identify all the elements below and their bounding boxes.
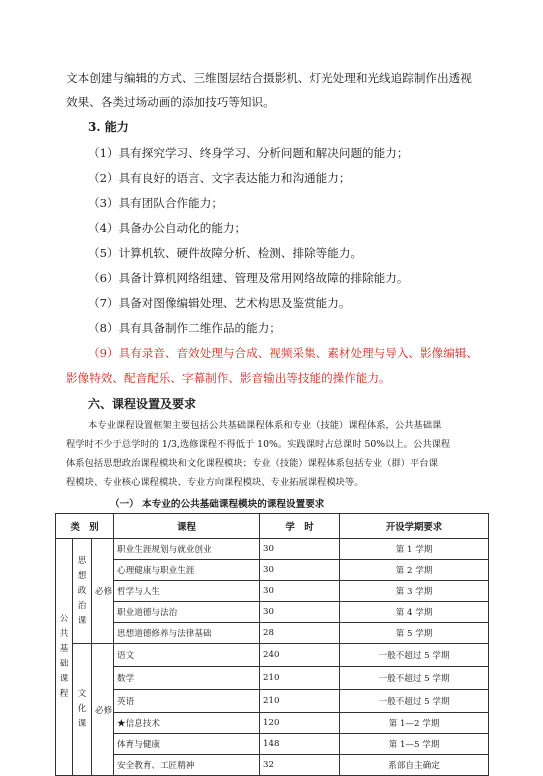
section-text-line: 程模块、专业核心课程模块、专业方向课程模块、专业拓展课程模块等。 — [66, 477, 364, 488]
ability-item: （2）具有良好的语言、文字表达能力和沟通能力； — [88, 171, 351, 185]
hours-cell: 120 — [260, 713, 340, 734]
hours-cell: 210 — [260, 667, 340, 690]
hours-cell: 240 — [260, 644, 340, 667]
hours-cell: 210 — [260, 690, 340, 713]
header-course: 课程 — [114, 514, 260, 539]
header-hours: 学 时 — [260, 514, 340, 539]
hours-cell: 30 — [260, 560, 340, 581]
header-semester: 开设学期要求 — [340, 514, 489, 539]
ability-item: （8）具有具备制作二维作品的能力； — [88, 321, 281, 335]
table-row — [56, 713, 489, 734]
semester-cell: 系部自主确定 — [340, 755, 489, 776]
semester-cell: 第 1—2 学期 — [340, 713, 489, 734]
section-text-line: 本专业课程设置框架主要包括公共基础课程体系和专业（技能）课程体系，公共基础课 — [88, 420, 442, 431]
semester-cell: 第 3 学期 — [340, 581, 489, 602]
section-text-line: 体系包括思想政治课程模块和文化课程模块；专业（技能）课程体系包括专业（群）平台课 — [66, 458, 438, 469]
course-cell: 职业生涯规划与就业创业 — [114, 539, 260, 560]
table-row — [56, 560, 489, 581]
hours-cell: 32 — [260, 755, 340, 776]
category-public-basic: 公 共 基 础 课 程 — [56, 539, 73, 776]
semester-cell: 一般不超过 5 学期 — [340, 644, 489, 667]
table-row — [56, 690, 489, 713]
curriculum-table — [55, 513, 489, 776]
semester-cell: 一般不超过 5 学期 — [340, 690, 489, 713]
course-cell: 思想道德修养与法律基础 — [114, 623, 260, 644]
semester-cell: 第 1—5 学期 — [340, 734, 489, 755]
course-cell: ★信息技术 — [114, 713, 260, 734]
header-category: 类 别 — [56, 514, 114, 539]
course-cell: 安全教育、工匠精神 — [114, 755, 260, 776]
ability-item: （4）具备办公自动化的能力； — [88, 221, 247, 235]
group-ideology: 思 想 政 治 课 — [73, 539, 92, 644]
ability-item: （6）具备计算机网络组建、管理及常用网络故障的排除能力。 — [88, 271, 409, 285]
semester-cell: 一般不超过 5 学期 — [340, 667, 489, 690]
paragraph-line: 文本创建与编辑的方式、三维图层结合摄影机、灯光处理和光线追踪制作出透视 — [66, 71, 472, 85]
course-cell: 英语 — [114, 690, 260, 713]
section-heading: 六、课程设置及要求 — [88, 397, 197, 411]
course-cell: 心理健康与职业生涯 — [114, 560, 260, 581]
ability-item: （1）具有探究学习、终身学习、分析问题和解决问题的能力； — [88, 146, 409, 160]
group-culture: 文 化 课 — [73, 644, 92, 776]
ability-item: （7）具备对图像编辑处理、艺术构思及鉴赏能力。 — [88, 296, 351, 310]
course-cell: 职业道德与法治 — [114, 602, 260, 623]
table-row — [56, 602, 489, 623]
ability-item-highlighted: （9）具有录音、音效处理与合成、视频采集、素材处理与导入、影像编辑、 — [88, 346, 478, 360]
table-row — [56, 755, 489, 776]
table-row — [56, 734, 489, 755]
ability-item-highlighted: 影像特效、配音配乐、字幕制作、影音输出等技能的操作能力。 — [66, 371, 391, 385]
paragraph-line: 效果、各类过场动画的添加技巧等知识。 — [66, 95, 275, 109]
table-caption: （一） 本专业的公共基础课程模块的课程设置要求 — [110, 499, 325, 510]
table-row — [56, 667, 489, 690]
section-text-line: 程学时不少于总学时的 1/3,选修课程不得低于 10%。实践课时占总课时 50%以上。公共课程 — [66, 439, 451, 450]
table-header-row — [56, 514, 489, 539]
course-cell: 体育与健康 — [114, 734, 260, 755]
semester-cell: 第 4 学期 — [340, 602, 489, 623]
table-row — [56, 623, 489, 644]
group-culture-type: 必修 — [92, 644, 114, 776]
hours-cell: 30 — [260, 602, 340, 623]
course-cell: 数学 — [114, 667, 260, 690]
semester-cell: 第 2 学期 — [340, 560, 489, 581]
table-row — [56, 539, 489, 560]
ability-heading: 3. 能力 — [88, 120, 129, 134]
semester-cell: 第 1 学期 — [340, 539, 489, 560]
hours-cell: 30 — [260, 539, 340, 560]
course-cell: 哲学与人生 — [114, 581, 260, 602]
ability-item: （5）计算机软、硬件故障分析、检测、排除等能力。 — [88, 246, 363, 260]
hours-cell: 30 — [260, 581, 340, 602]
semester-cell: 第 5 学期 — [340, 623, 489, 644]
group-ideology-type: 必修 — [92, 539, 114, 644]
hours-cell: 28 — [260, 623, 340, 644]
hours-cell: 148 — [260, 734, 340, 755]
ability-item: （3）具有团队合作能力； — [88, 196, 223, 210]
course-cell: 语文 — [114, 644, 260, 667]
table-row — [56, 644, 489, 667]
table-row — [56, 581, 489, 602]
